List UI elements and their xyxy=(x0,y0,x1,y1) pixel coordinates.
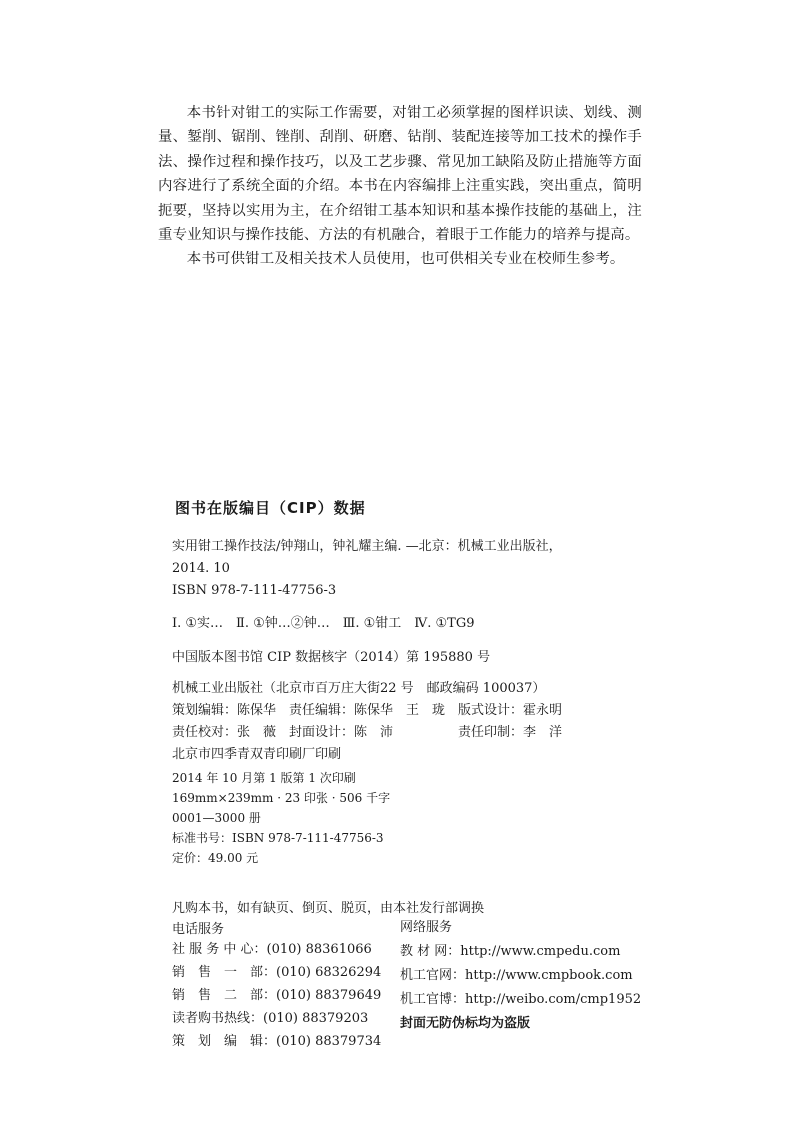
network-service-heading: 网络服务 xyxy=(400,920,453,935)
phone-planning-editor: 策 划 编 辑：(010) 88379734 xyxy=(172,1034,382,1049)
format-line: 169mm×239mm · 23 印张 · 506 千字 xyxy=(172,791,391,805)
description-paragraph-1: 本书针对钳工的实际工作需要，对钳工必须掌握的图样识读、划线、测量、錾削、锯削、锉削、刮削、研磨、钻削、装配连接等加工技术的操作手法、操作过程和操作技巧，以及工艺步骤、常见加工缺陷及防止措施等方面内容进行了系统全面的介绍。本书在内容编排上注重实践，突出重点，简明扼要，坚持以实用为主，在介绍钳工基本知识和基本操作技能的基础上，注重专业知识与操作技能、方法的有机融合，着眼于工作能力的培养与提高。 xyxy=(158,105,642,244)
cip-record-line-1: 实用钳工操作技法/钟翔山，钟礼耀主编. —北京：机械工业出版社， xyxy=(172,539,562,554)
phone-sales-2: 销 售 二 部：(010) 88379649 xyxy=(172,988,382,1003)
printer-line: 北京市四季青双青印刷厂印刷 xyxy=(172,747,342,762)
phone-sales-1: 销 售 一 部：(010) 68326294 xyxy=(172,965,382,980)
phone-service-heading: 电话服务 xyxy=(172,922,225,937)
phone-reader-hotline: 读者购书热线：(010) 88379203 xyxy=(172,1011,369,1026)
copies-line: 0001—3000 册 xyxy=(172,811,261,825)
book-description xyxy=(158,101,642,272)
cip-isbn: ISBN 978-7-111-47756-3 xyxy=(172,583,337,598)
cip-classification: Ⅰ. ①实… Ⅱ. ①钟…②钟… Ⅲ. ①钳工 Ⅳ. ①TG9 xyxy=(172,616,475,631)
phone-service-center: 社 服 务 中 心：(010) 88361066 xyxy=(172,942,372,957)
anti-counterfeit-notice: 封面无防伪标均为盗版 xyxy=(400,1016,531,1031)
print-details xyxy=(172,768,642,868)
cip-heading: 图书在版编目（CIP）数据 xyxy=(175,499,366,517)
cip-record-line-2: 2014. 10 xyxy=(172,561,230,576)
network-list xyxy=(400,916,641,1036)
network-official-weibo: 机工官博：http://weibo.com/cmp1952 xyxy=(400,992,642,1007)
network-official-site: 机工官网：http://www.cmpbook.com xyxy=(400,968,633,983)
network-textbook-site: 教 材 网：http://www.cmpedu.com xyxy=(400,944,621,959)
standard-number-line: 标准书号：ISBN 978-7-111-47756-3 xyxy=(172,831,384,845)
cip-record xyxy=(172,536,642,602)
edition-line: 2014 年 10 月第 1 版第 1 次印刷 xyxy=(172,771,356,785)
price-line: 定价：49.00 元 xyxy=(172,851,259,865)
cip-number: 中国版本图书馆 CIP 数据核字（2014）第 195880 号 xyxy=(172,650,491,665)
publisher-info xyxy=(172,678,642,766)
phone-list xyxy=(172,938,381,1053)
proof-line: 责任校对：张 薇 封面设计：陈 沛 责任印制：李 洋 xyxy=(172,725,563,740)
replacement-notice: 凡购本书，如有缺页、倒页、脱页，由本社发行部调换 xyxy=(172,901,485,916)
description-paragraph-2: 本书可供钳工及相关技术人员使用，也可供相关专业在校师生参考。 xyxy=(186,251,625,268)
publisher-address: 机械工业出版社（北京市百万庄大街22 号 邮政编码 100037） xyxy=(172,681,546,696)
editors-line: 策划编辑：陈保华 责任编辑：陈保华 王 珑 版式设计：霍永明 xyxy=(172,703,563,718)
